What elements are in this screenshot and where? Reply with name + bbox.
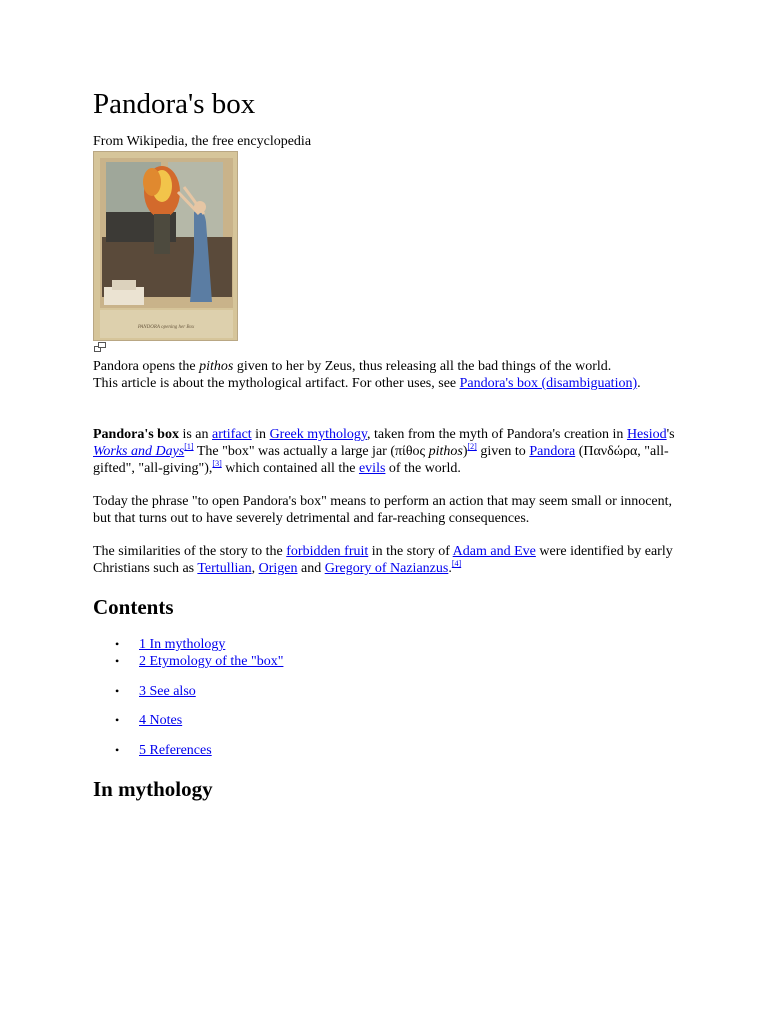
article-thumbnail[interactable] bbox=[93, 151, 238, 341]
ref-3[interactable]: [3] bbox=[212, 459, 222, 468]
bullet-icon: • bbox=[115, 637, 120, 651]
contents-heading: Contents bbox=[93, 595, 174, 619]
bullet-icon: • bbox=[115, 743, 120, 757]
link-gregory-of-nazianzus[interactable]: Gregory of Nazianzus bbox=[324, 561, 449, 576]
pandora-painting bbox=[94, 152, 238, 341]
page-title: Pandora's box bbox=[93, 88, 256, 120]
link-tertullian[interactable]: Tertullian bbox=[197, 561, 252, 576]
toc-link-notes[interactable]: 4 Notes bbox=[139, 713, 183, 728]
link-artifact[interactable]: artifact bbox=[212, 427, 252, 442]
painting-inscription: PANDORA opening her Box bbox=[137, 325, 195, 330]
bullet-icon: • bbox=[115, 654, 120, 668]
hatnote: This article is about the mythological artifact. For other uses, see Pandora's box (disambiguation). bbox=[93, 376, 641, 391]
toc-link-references[interactable]: 5 References bbox=[139, 743, 212, 758]
section-heading-in-mythology: In mythology bbox=[93, 777, 213, 801]
paragraph-phrase: Today the phrase "to open Pandora's box" means to perform an action that may seem small or innocent, but that turns out to have severely detrimental and far-reaching consequences. bbox=[93, 494, 673, 526]
link-hesiod[interactable]: Hesiod bbox=[626, 427, 667, 442]
paragraph-similarities: The similarities of the story to the forbidden fruit in the story of Adam and Eve were identified by early Christians such as Tertullian, Origen and Gregory of Nazianzus.[4] bbox=[93, 544, 673, 576]
image-caption: Pandora opens the pithos given to her by Zeus, thus releasing all the bad things of the world. bbox=[93, 359, 612, 374]
toc-link-etymology[interactable]: 2 Etymology of the "box" bbox=[139, 654, 284, 669]
bullet-icon: • bbox=[115, 684, 120, 698]
link-works-and-days[interactable]: Works and Days bbox=[93, 444, 185, 459]
ref-2[interactable]: [2] bbox=[467, 442, 477, 451]
toc-link-in-mythology[interactable]: 1 In mythology bbox=[139, 637, 226, 652]
link-origen[interactable]: Origen bbox=[258, 561, 298, 576]
link-pandora[interactable]: Pandora bbox=[529, 444, 576, 459]
bullet-icon: • bbox=[115, 713, 120, 727]
disambiguation-link[interactable]: Pandora's box (disambiguation) bbox=[459, 376, 638, 391]
lead-paragraph: Pandora's box is an artifact in Greek mythology, taken from the myth of Pandora's creation in Hesiod's Works and Days[1] The "box" was actually a large jar (πίθος pithos)[2] given to Pandora (Πανδώρα, "all-gifted", "all-giving"),[3] which contained all the evils of the world. bbox=[93, 427, 675, 476]
link-evils[interactable]: evils bbox=[358, 461, 386, 476]
toc-link-see-also[interactable]: 3 See also bbox=[139, 684, 196, 699]
tagline: From Wikipedia, the free encyclopedia bbox=[93, 134, 312, 149]
link-forbidden-fruit[interactable]: forbidden fruit bbox=[286, 544, 369, 559]
link-greek-mythology[interactable]: Greek mythology bbox=[269, 427, 368, 442]
link-adam-and-eve[interactable]: Adam and Eve bbox=[452, 544, 536, 559]
magnify-clip-icon[interactable] bbox=[94, 341, 106, 351]
ref-4[interactable]: [4] bbox=[451, 559, 462, 568]
ref-1[interactable]: [1] bbox=[184, 442, 194, 451]
